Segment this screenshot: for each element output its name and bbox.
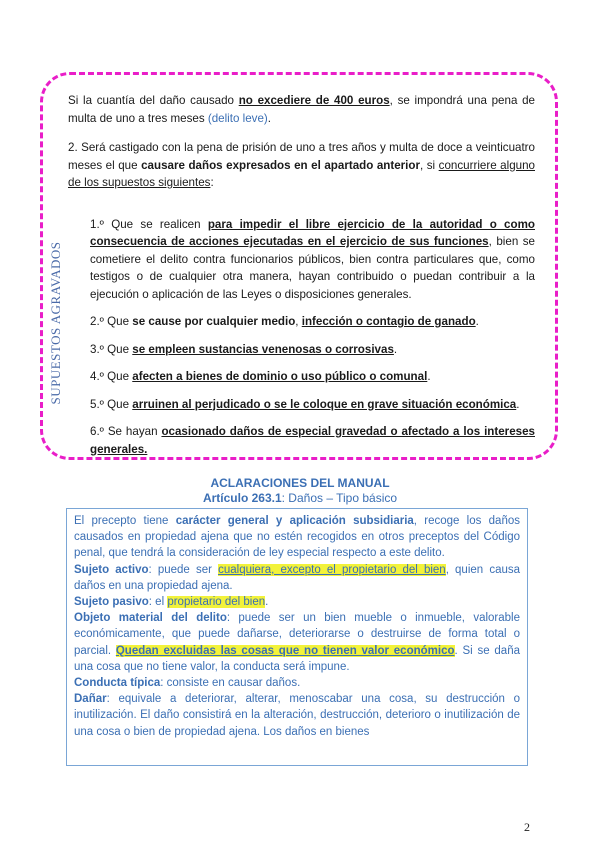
manual-paragraph: Sujeto pasivo: el propietario del bien. xyxy=(74,596,269,609)
manual-paragraph: El precepto tiene carácter general y aplicación subsidiaria, recoge los daños causados en propiedad ajena que no estén recogidos en otros preceptos del Código penal, que tendrá la consideración de ley especial respecto a este delito. xyxy=(74,515,520,560)
aggravated-cases-text xyxy=(68,92,535,468)
list-item: 3.º Que se empleen sustancias venenosas o corrosivas. xyxy=(90,342,398,356)
list-item: 1.º Que se realicen para impedir el libre ejercicio de la autoridad o como consecuencia de acciones ejecutadas en el ejercicio de sus funciones, bien se cometiere el delito contra funcionarios públicos, bien contra particulares que, como testigos o de cualquier otra manera, hayan contribuido o puedan contribuir a la ejecución o aplicación de las Leyes o disposiciones generales. xyxy=(90,217,535,301)
list-item: 6.º Se hayan ocasionado daños de especial gravedad o afectado a los intereses generales. xyxy=(90,425,535,456)
list-item: 2.º Que se cause por cualquier medio, infección o contagio de ganado. xyxy=(90,315,479,328)
list-item: 5.º Que arruinen al perjudicado o se le coloque en grave situación económica. xyxy=(90,397,520,411)
aggravated-cases-list xyxy=(90,216,535,459)
paragraph-2: 2. Será castigado con la pena de prisión de uno a tres años y multa de doce a veinticuatro meses el que causare daños expresados en el apartado anterior, si concurriere alguno de los supuestos siguientes: xyxy=(68,141,535,189)
manual-paragraph: Dañar: equivale a deteriorar, alterar, menoscabar una cosa, su destrucción o inutilización. El daño consistirá en la alteración, destrucción, deterioro o inutilización de una cosa o bien de propiedad ajena. Los daños en bienes xyxy=(74,693,520,738)
manual-notes-box xyxy=(66,508,528,766)
manual-paragraph: Conducta típica: consiste en causar daños. xyxy=(74,677,301,690)
intro-paragraph: Si la cuantía del daño causado no excediere de 400 euros, se impondrá una pena de multa de uno a tres meses (delito leve). xyxy=(68,94,535,125)
manual-paragraph: Sujeto activo: puede ser cualquiera, excepto el propietario del bien, quien causa daños en una propiedad ajena. xyxy=(74,563,520,592)
article-heading: Artículo 263.1: Daños – Tipo básico xyxy=(202,491,398,505)
manual-paragraph: Objeto material del delito: puede ser un bien mueble o inmueble, valorable económicamente, que puede dañarse, deteriorarse o destruirse de forma total o parcial. Quedan excluidas las cosas que no tienen valor económico. Si se daña una cosa que no tiene valor, la conducta será impune. xyxy=(74,612,520,673)
list-item: 4.º Que afecten a bienes de dominio o uso público o comunal. xyxy=(90,370,431,383)
page-number: 2 xyxy=(524,820,530,834)
manual-heading: ACLARACIONES DEL MANUAL xyxy=(210,476,390,490)
side-label: SUPUESTOS AGRAVADOS xyxy=(48,241,63,405)
